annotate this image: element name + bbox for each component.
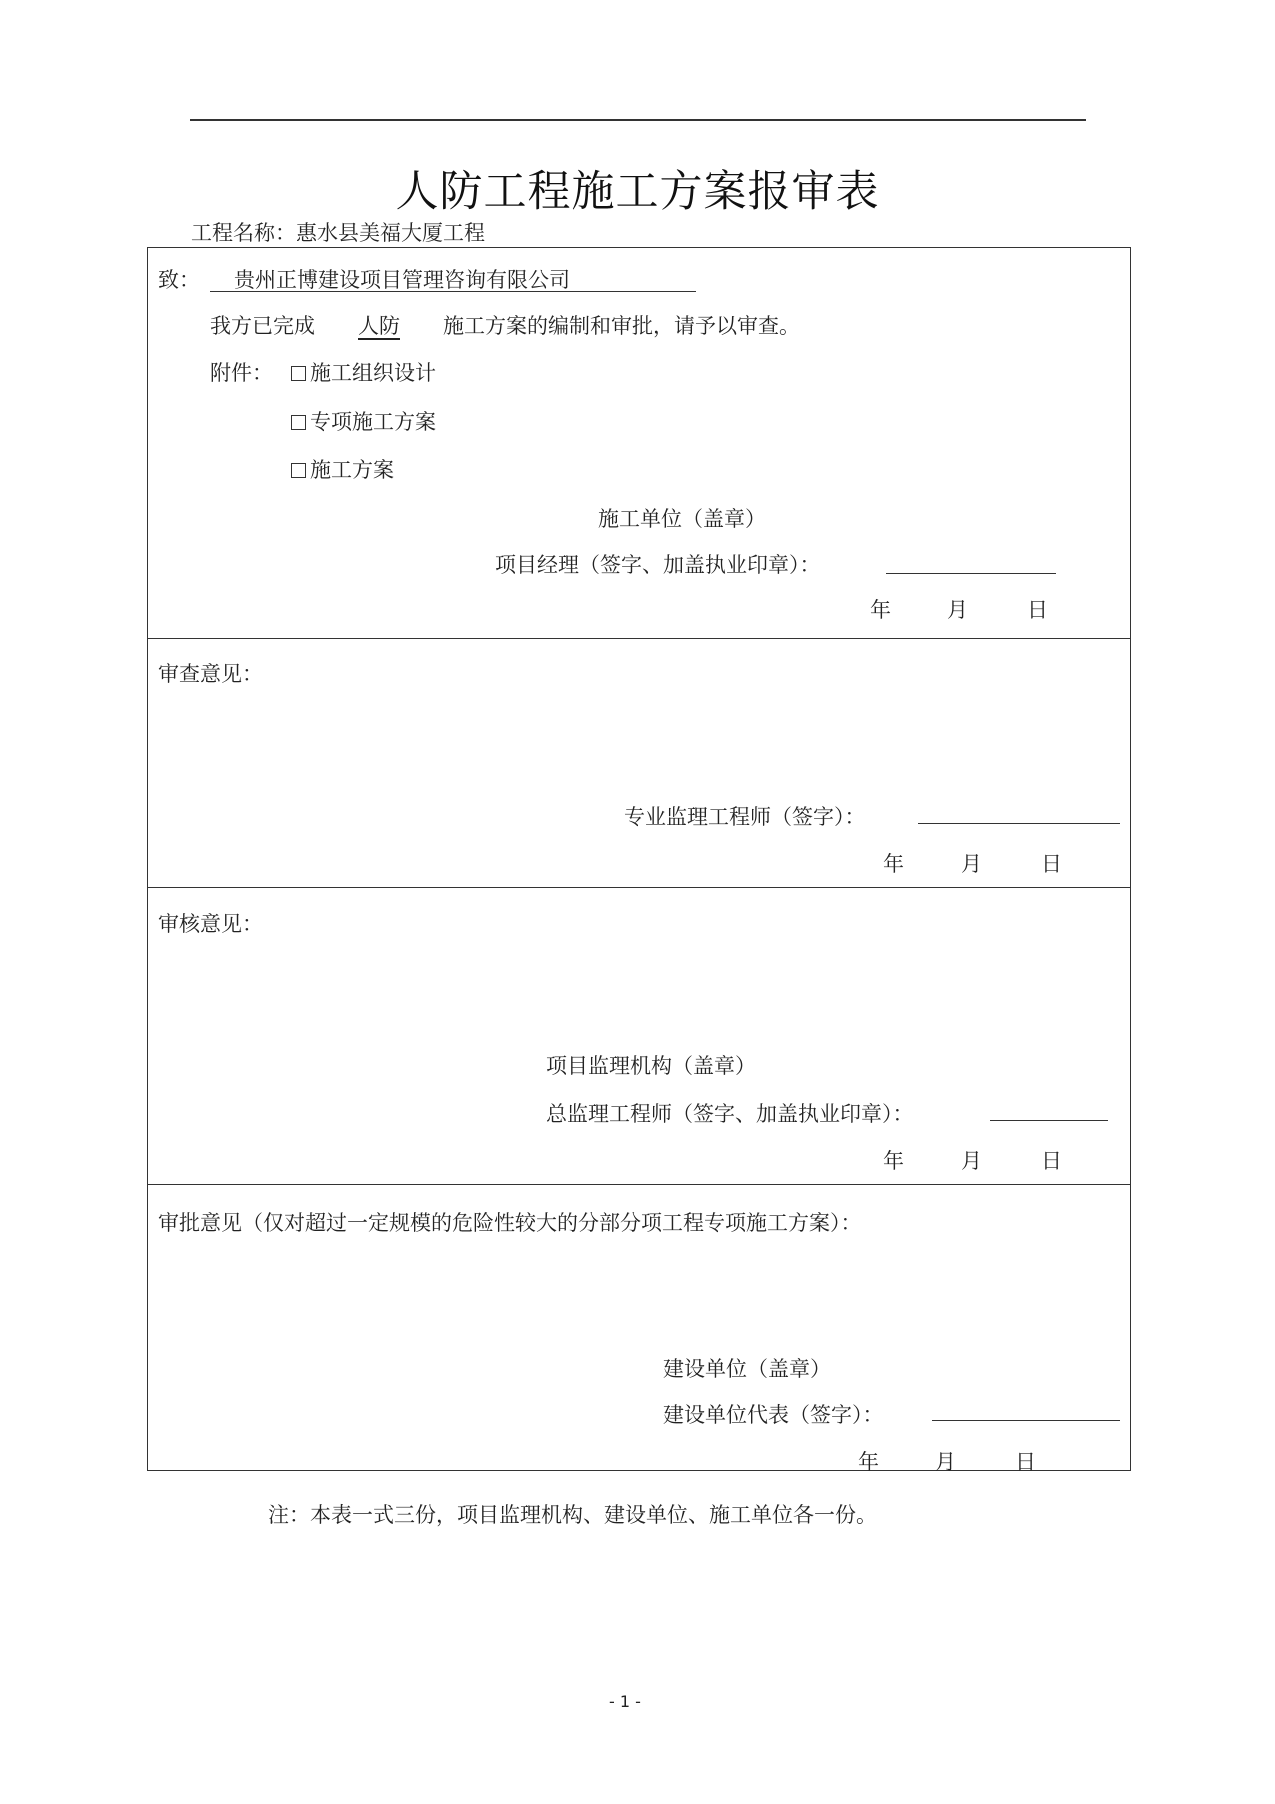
date-year: 年 (883, 852, 904, 876)
date-day: 日 (1027, 598, 1048, 622)
to-label: 致： (158, 268, 200, 292)
manager-signature-line (886, 573, 1056, 574)
form-title: 人防工程施工方案报审表 (395, 167, 880, 217)
attachment-label: 施工方案 (310, 458, 394, 482)
audit-opinion-label: 审核意见： (158, 912, 263, 936)
addressee: 贵州正博建设项目管理咨询有限公司 (234, 268, 570, 292)
date-day: 日 (1041, 852, 1062, 876)
project-name-row (191, 220, 485, 246)
attachment-item (291, 360, 436, 386)
footer-note: 注：本表一式三份，项目监理机构、建设单位、施工单位各一份。 (268, 1503, 877, 1527)
date-month: 月 (961, 1149, 982, 1173)
supervision-org-seal-label: 项目监理机构（盖章） (546, 1054, 756, 1078)
row-divider (147, 638, 1131, 639)
attachment-item (291, 457, 394, 483)
attachment-item (291, 409, 436, 435)
supervising-engineer-signature-line (918, 823, 1120, 824)
project-name-value: 惠水县美福大厦工程 (296, 221, 485, 245)
manager-signature-label: 项目经理（签字、加盖执业印章）： (495, 553, 821, 577)
review-opinion-label: 审查意见： (158, 662, 263, 686)
date-day: 日 (1015, 1450, 1036, 1474)
plan-type-field: 人防 (358, 314, 400, 338)
date-year: 年 (858, 1450, 879, 1474)
statement-suffix: 施工方案的编制和审批，请予以审查。 (443, 314, 800, 338)
attachment-label: 专项施工方案 (310, 410, 436, 434)
owner-representative-signature-line (932, 1420, 1120, 1421)
date-month: 月 (935, 1450, 956, 1474)
date-day: 日 (1041, 1149, 1062, 1173)
addressee-underline (210, 291, 696, 292)
contractor-seal-label: 施工单位（盖章） (598, 507, 766, 531)
supervising-engineer-signature-label: 专业监理工程师（签字）： (624, 805, 866, 829)
header-rule (190, 119, 1086, 121)
project-name-label: 工程名称： (191, 221, 296, 245)
attachments-label: 附件： (210, 361, 273, 385)
date-month: 月 (947, 598, 968, 622)
chief-engineer-signature-line (990, 1120, 1108, 1121)
attachment-checkbox[interactable] (291, 415, 306, 430)
statement-prefix: 我方已完成 (210, 314, 315, 338)
attachment-label: 施工组织设计 (310, 361, 436, 385)
owner-representative-signature-label: 建设单位代表（签字）： (663, 1403, 884, 1427)
owner-seal-label: 建设单位（盖章） (663, 1357, 831, 1381)
attachment-checkbox[interactable] (291, 366, 306, 381)
row-divider (147, 887, 1131, 888)
date-year: 年 (883, 1149, 904, 1173)
statement-row (210, 313, 800, 339)
attachment-checkbox[interactable] (291, 463, 306, 478)
row-divider (147, 1184, 1131, 1185)
chief-engineer-signature-label: 总监理工程师（签字、加盖执业印章）： (546, 1102, 914, 1126)
approval-opinion-label: 审批意见（仅对超过一定规模的危险性较大的分部分项工程专项施工方案）： (158, 1211, 862, 1235)
date-year: 年 (870, 598, 891, 622)
page-number: - 1 - (609, 1692, 641, 1711)
date-month: 月 (961, 852, 982, 876)
